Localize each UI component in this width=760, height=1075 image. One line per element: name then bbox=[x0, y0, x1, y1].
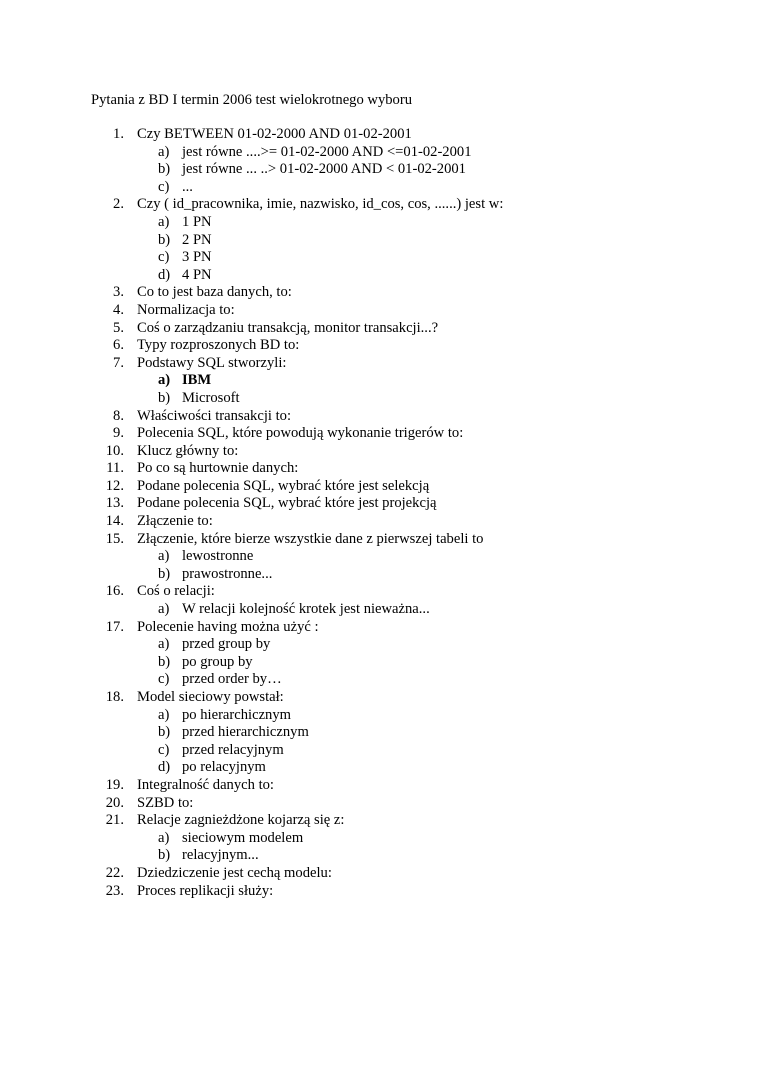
document-title: Pytania z BD I termin 2006 test wielokrotnego wyboru bbox=[91, 92, 413, 108]
question-text: Po co są hurtownie danych: bbox=[137, 460, 299, 477]
question-item bbox=[0, 126, 760, 144]
answer-option bbox=[0, 161, 760, 179]
question-text: Złączenie, które bierze wszystkie dane z pierwszej tabeli to bbox=[137, 530, 484, 547]
question-number: 2. bbox=[113, 196, 124, 213]
answer-letter: a) bbox=[158, 829, 170, 846]
question-text: Polecenia SQL, które powodują wykonanie trigerów to: bbox=[137, 425, 464, 442]
question-item bbox=[0, 513, 760, 531]
question-number: 18. bbox=[105, 689, 124, 705]
question-number: 8. bbox=[113, 407, 124, 424]
question-item bbox=[0, 425, 760, 443]
question-text: Coś o zarządzaniu transakcją, monitor transakcji...? bbox=[137, 319, 439, 336]
question-number: 3. bbox=[113, 284, 124, 301]
question-item bbox=[0, 812, 760, 830]
question-item bbox=[0, 337, 760, 355]
answer-letter: b) bbox=[158, 231, 171, 248]
question-text: Czy BETWEEN 01-02-2000 AND 01-02-2001 bbox=[137, 126, 412, 142]
question-item bbox=[0, 478, 760, 496]
answer-option bbox=[0, 830, 760, 848]
answer-option bbox=[0, 601, 760, 619]
question-number: 14. bbox=[105, 513, 124, 530]
question-number: 13. bbox=[105, 495, 124, 512]
answer-letter: c) bbox=[158, 671, 170, 688]
answer-text: W relacji kolejność krotek jest nieważna... bbox=[182, 601, 430, 618]
question-text: Polecenie having można użyć : bbox=[137, 618, 319, 635]
question-number: 15. bbox=[105, 530, 124, 547]
question-item bbox=[0, 355, 760, 373]
answer-text: przed relacyjnym bbox=[182, 741, 284, 758]
answer-text: prawostronne... bbox=[182, 565, 273, 582]
question-text: Właściwości transakcji to: bbox=[137, 407, 291, 424]
answer-text: IBM bbox=[182, 372, 212, 389]
question-text: Normalizacja to: bbox=[137, 301, 235, 318]
answer-option bbox=[0, 267, 760, 285]
answer-option bbox=[0, 847, 760, 865]
answer-letter: b) bbox=[158, 161, 171, 178]
answer-letter: c) bbox=[158, 178, 170, 195]
answer-text: po relacyjnym bbox=[182, 759, 266, 776]
question-item bbox=[0, 302, 760, 320]
question-item bbox=[0, 865, 760, 883]
answer-option bbox=[0, 232, 760, 250]
question-text: SZBD to: bbox=[137, 794, 194, 811]
answer-letter: b) bbox=[158, 565, 171, 582]
question-text: Złączenie to: bbox=[137, 513, 213, 530]
question-text: Proces replikacji służy: bbox=[137, 882, 274, 899]
answer-letter: d) bbox=[158, 266, 171, 283]
question-text: Podstawy SQL stworzyli: bbox=[137, 354, 287, 371]
question-text: Klucz główny to: bbox=[137, 442, 239, 459]
answer-letter: a) bbox=[158, 213, 170, 230]
question-text: Relacje zagnieżdżone kojarzą się z: bbox=[137, 812, 345, 829]
question-item bbox=[0, 689, 760, 707]
answer-option bbox=[0, 144, 760, 162]
question-item bbox=[0, 443, 760, 461]
question-number: 5. bbox=[113, 319, 124, 336]
answer-text: 3 PN bbox=[182, 249, 212, 266]
question-number: 21. bbox=[105, 812, 124, 829]
question-text: Co to jest baza danych, to: bbox=[137, 284, 292, 301]
question-item bbox=[0, 320, 760, 338]
answer-option bbox=[0, 654, 760, 672]
answer-letter: b) bbox=[158, 847, 171, 864]
question-item bbox=[0, 583, 760, 601]
question-text: Typy rozproszonych BD to: bbox=[137, 337, 300, 354]
answer-letter: a) bbox=[158, 143, 170, 160]
answer-text: Microsoft bbox=[182, 389, 240, 406]
answer-option bbox=[0, 566, 760, 584]
answer-text: przed group by bbox=[182, 636, 271, 653]
question-number: 12. bbox=[105, 477, 124, 494]
question-item bbox=[0, 284, 760, 302]
answer-text: po hierarchicznym bbox=[182, 706, 291, 723]
answer-option bbox=[0, 707, 760, 725]
question-item bbox=[0, 777, 760, 795]
answer-option bbox=[0, 548, 760, 566]
answer-text: przed hierarchicznym bbox=[182, 724, 309, 741]
answer-option bbox=[0, 742, 760, 760]
question-number: 11. bbox=[106, 460, 124, 477]
answer-text: relacyjnym... bbox=[182, 847, 259, 864]
question-number: 22. bbox=[105, 864, 124, 881]
question-text: Coś o relacji: bbox=[137, 583, 215, 600]
answer-text: jest równe ....>= 01-02-2000 AND <=01-02-2001 bbox=[182, 143, 472, 160]
question-item bbox=[0, 619, 760, 637]
answer-option bbox=[0, 249, 760, 267]
answer-letter: a) bbox=[158, 372, 171, 389]
question-number: 17. bbox=[105, 618, 124, 635]
question-number: 10. bbox=[105, 442, 124, 459]
answer-text: jest równe ... ..> 01-02-2000 AND < 01-02-2001 bbox=[182, 161, 466, 178]
answer-letter: a) bbox=[158, 706, 170, 723]
answer-letter: c) bbox=[158, 741, 170, 758]
question-number: 1. bbox=[113, 126, 124, 142]
question-item bbox=[0, 531, 760, 549]
question-text: Dziedziczenie jest cechą modelu: bbox=[137, 864, 332, 881]
question-text: Integralność danych to: bbox=[137, 776, 274, 793]
question-item bbox=[0, 795, 760, 813]
answer-option bbox=[0, 372, 760, 390]
question-item bbox=[0, 883, 760, 901]
answer-text: 1 PN bbox=[182, 213, 212, 230]
answer-option bbox=[0, 724, 760, 742]
answer-option bbox=[0, 759, 760, 777]
question-number: 23. bbox=[105, 882, 124, 899]
question-text: Czy ( id_pracownika, imie, nazwisko, id_cos, cos, ......) jest w: bbox=[137, 196, 504, 213]
answer-letter: a) bbox=[158, 601, 170, 618]
answer-text: po group by bbox=[182, 653, 253, 670]
question-item bbox=[0, 495, 760, 513]
question-number: 20. bbox=[105, 794, 124, 811]
answer-option bbox=[0, 636, 760, 654]
answer-option bbox=[0, 179, 760, 197]
question-number: 7. bbox=[113, 354, 124, 371]
answer-text: lewostronne bbox=[182, 548, 254, 565]
question-number: 9. bbox=[113, 425, 124, 442]
question-number: 19. bbox=[105, 776, 124, 793]
question-item bbox=[0, 408, 760, 426]
question-item bbox=[0, 460, 760, 478]
answer-letter: b) bbox=[158, 653, 171, 670]
answer-letter: a) bbox=[158, 636, 170, 653]
answer-letter: b) bbox=[158, 389, 171, 406]
answer-letter: c) bbox=[158, 249, 170, 266]
question-number: 6. bbox=[113, 337, 124, 354]
answer-text: ... bbox=[182, 178, 193, 195]
question-number: 16. bbox=[105, 583, 124, 600]
question-list bbox=[0, 126, 760, 900]
answer-letter: a) bbox=[158, 548, 170, 565]
answer-text: sieciowym modelem bbox=[182, 829, 304, 846]
answer-option bbox=[0, 214, 760, 232]
answer-text: 4 PN bbox=[182, 266, 212, 283]
answer-option bbox=[0, 671, 760, 689]
question-text: Podane polecenia SQL, wybrać które jest selekcją bbox=[137, 477, 430, 494]
question-text: Podane polecenia SQL, wybrać które jest projekcją bbox=[137, 495, 437, 512]
answer-letter: d) bbox=[158, 759, 171, 776]
answer-option bbox=[0, 390, 760, 408]
answer-text: 2 PN bbox=[182, 231, 212, 248]
question-number: 4. bbox=[113, 301, 124, 318]
answer-text: przed order by… bbox=[182, 671, 282, 688]
question-item bbox=[0, 196, 760, 214]
question-text: Model sieciowy powstał: bbox=[137, 689, 284, 705]
answer-letter: b) bbox=[158, 724, 171, 741]
